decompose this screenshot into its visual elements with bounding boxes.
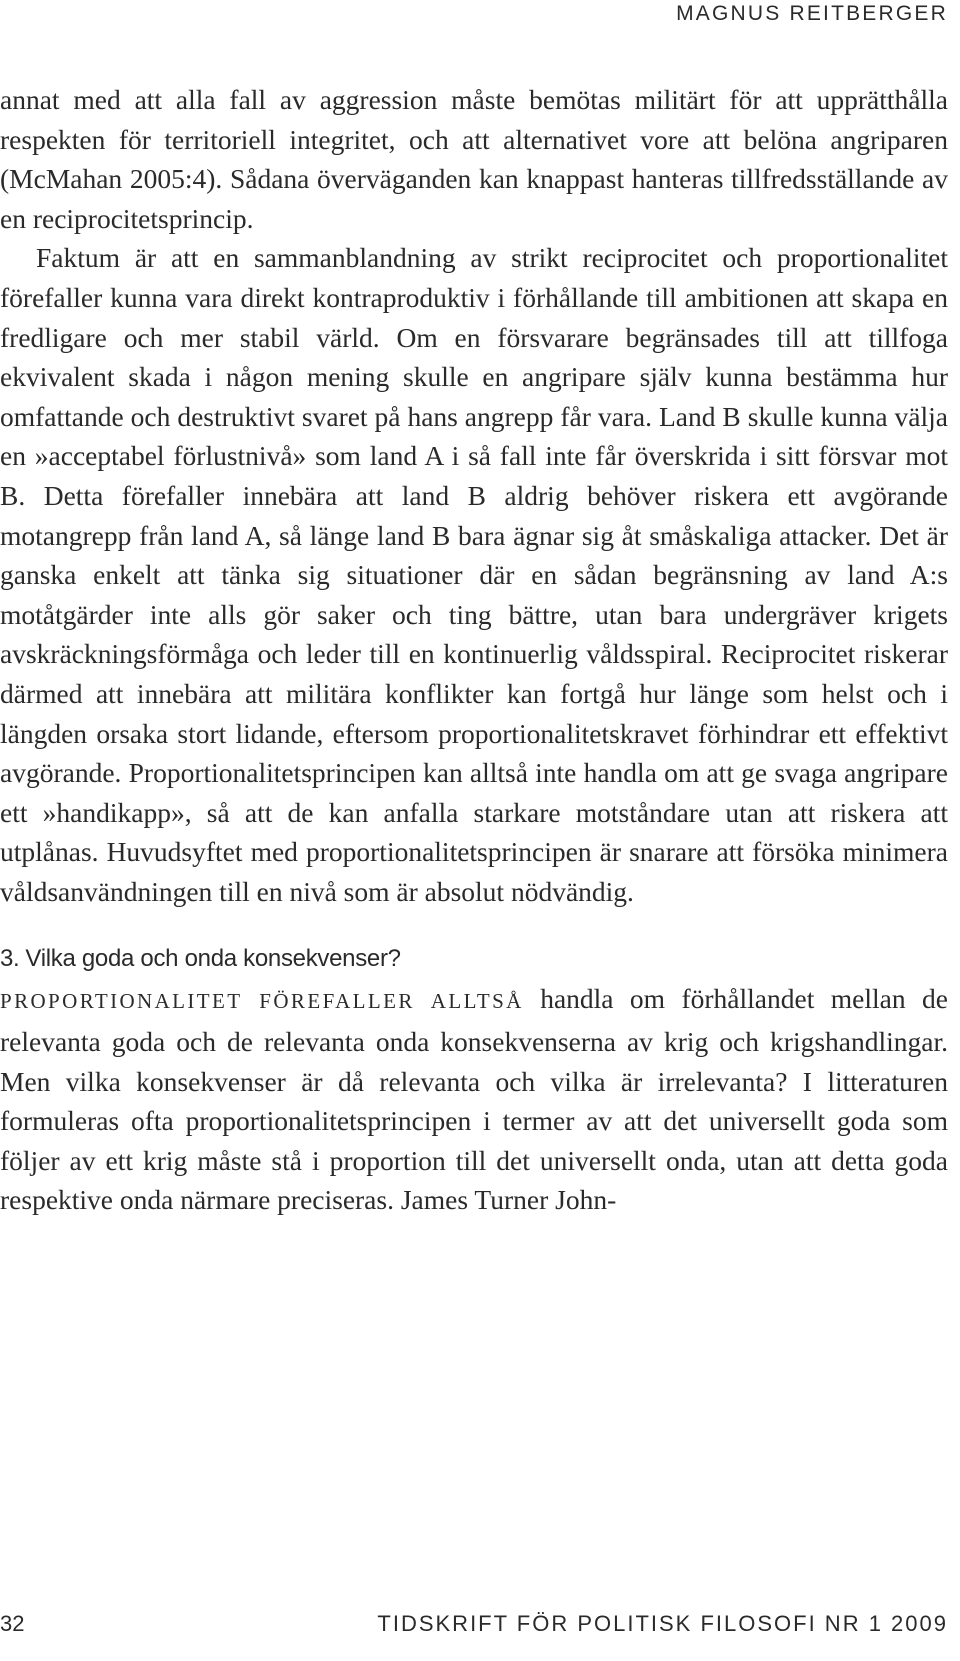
- section-heading: [0, 939, 948, 979]
- section-number: 3.: [0, 945, 20, 973]
- article-body: [0, 80, 948, 1220]
- section-title: Vilka goda och onda konsekvenser?: [25, 945, 401, 973]
- running-head-author: MAGNUS REITBERGER: [676, 2, 948, 25]
- journal-title: TIDSKRIFT FÖR POLITISK FILOSOFI NR 1 2009: [377, 1611, 948, 1636]
- paragraph-1: annat med att alla fall av aggression måste bemötas militärt för att upprätthålla respekten för territoriell integritet, och att alternativet vore att belöna angriparen (McMahan 2005:4). Sådana överväganden kan knappast hanteras tillfredsställande av en reciprocitetsprincip.: [0, 84, 948, 234]
- section-lead-smallcaps: PROPORTIONALITET FÖREFALLER ALLTSÅ: [0, 989, 524, 1014]
- page-number: 32: [0, 1611, 25, 1636]
- section-paragraph-text: handla om förhållandet mellan de relevanta goda och de relevanta onda konsekvenserna av krig och krigshandlingar. Men vilka konsekvenser är då relevanta och vilka är irrelevanta? I litteraturen formuleras ofta proportionalitetsprincipen i termer av att det universellt goda som följer av ett krig måste stå i proportion till det universellt onda, utan att detta goda respektive onda närmare preciseras. James Turner John-: [0, 983, 948, 1216]
- section-paragraph: [0, 979, 948, 1220]
- paragraph-2: Faktum är att en sammanblandning av strikt reciprocitet och proportionalitet förefaller kunna vara direkt kontraproduktiv i förhållande till ambitionen att skapa en fredligare och mer stabil värld. Om en försvarare begränsades till att tillfoga ekvivalent skada i någon mening skulle en angripare själv kunna bestämma hur omfattande och destruktivt svaret på hans angrepp får vara. Land B skulle kunna välja en »acceptabel förlustnivå» som land A i så fall inte får överskrida i sitt försvar mot B. Detta förefaller innebära att land B aldrig behöver riskera ett avgörande motangrepp från land A, så länge land B bara ägnar sig åt småskaliga attacker. Det är ganska enkelt att tänka sig situationer där en sådan begränsning av land A:s motåtgärder inte alls gör saker och ting bättre, utan bara undergräver krigets avskräckningsförmåga och leder till en kontinuerlig våldsspiral. Reciprocitet riskerar därmed att innebära att militära konflikter kan fortgå hur länge som helst och i längden orsaka stort lidande, eftersom proportionalitetskravet förhindrar ett effektivt avgörande. Proportionalitetsprincipen kan alltså inte handla om att ge svaga angripare ett »handikapp», så att de kan anfalla starkare motståndare utan att riskera att utplånas. Huvudsyftet med proportionalitetsprincipen är snarare att försöka minimera våldsanvändningen till en nivå som är absolut nödvändig.: [0, 242, 948, 907]
